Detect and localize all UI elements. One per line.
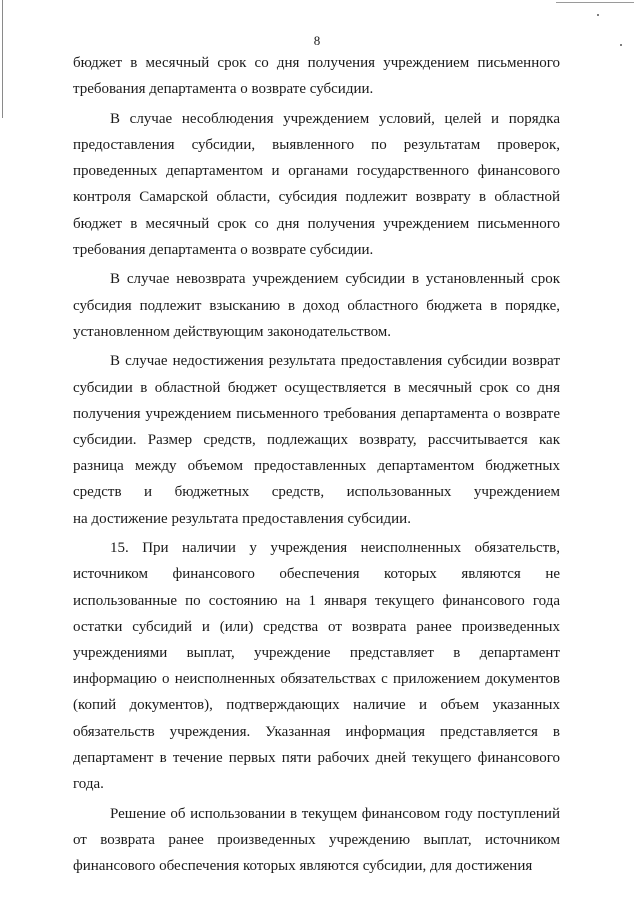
paragraph (73, 106, 560, 263)
text-line: 15. При наличии у учреждения неисполненных обязательств, (110, 540, 560, 557)
paragraph (73, 348, 560, 531)
text-line: финансового обеспечения которых являются субсидии, для достижения (73, 858, 533, 875)
text-line: (копий документов), подтверждающих наличие и объем указанных (73, 697, 560, 714)
text-line: информацию о неисполненных обязательствах с приложением документов (73, 671, 560, 688)
scan-speck (597, 14, 599, 16)
text-line: средств и бюджетных средств, использованных учреждением (73, 484, 560, 501)
text-line: обязательств учреждения. Указанная информация представляется в (73, 723, 560, 740)
text-line: В случае невозврата учреждением субсидии в установленный срок (110, 271, 560, 288)
scan-edge-top (556, 2, 634, 3)
text-line: требования департамента о возврате субсидии. (73, 81, 374, 98)
text-line: остатки субсидий и (или) средства от возврата ранее произведенных (73, 618, 560, 635)
text-line: субсидии. Размер средств, подлежащих возврату, рассчитывается как (73, 432, 560, 449)
text-line: учреждениями выплат, учреждение представляет в департамент (73, 645, 560, 662)
paragraph (73, 801, 560, 880)
text-line: источником финансового обеспечения которых являются не (73, 566, 560, 583)
paragraph (73, 535, 560, 797)
text-line: на достижение результата предоставления субсидии. (73, 510, 411, 527)
text-line: бюджет в месячный срок со дня получения учреждением письменного (73, 215, 560, 232)
text-line: контроля Самарской области, субсидия подлежит возврату в областной (73, 189, 560, 206)
text-line: использованные по состоянию на 1 января текущего финансового года (73, 592, 560, 609)
text-line: от возврата ранее произведенных учреждению выплат, источником (73, 831, 560, 848)
text-line: получения учреждением письменного требования департамента о возврате (73, 405, 560, 422)
text-line: года. (73, 776, 104, 793)
text-line: субсидии в областной бюджет осуществляется в месячный срок со дня (73, 379, 560, 396)
text-line: предоставления субсидии, выявленного по результатам проверок, (73, 137, 560, 153)
text-line: разница между объемом предоставленных департаментом бюджетных (73, 458, 560, 475)
text-line: проведенных департаментом и органами государственного финансового (73, 163, 560, 180)
text-line: Решение об использовании в текущем финансовом году поступлений (110, 805, 560, 822)
text-line: В случае недостижения результата предоставления субсидии возврат (110, 353, 560, 370)
text-line: департамент в течение первых пяти рабочих дней текущего финансового (73, 749, 560, 766)
text-line: требования департамента о возврате субсидии. (73, 241, 374, 258)
document-body (73, 50, 560, 883)
paragraph (73, 50, 560, 102)
page-number: 8 (313, 33, 321, 48)
scan-edge-left (2, 0, 3, 118)
text-line: бюджет в месячный срок со дня получения учреждением письменного (73, 55, 560, 71)
text-line: В случае несоблюдения учреждением условий, целей и порядка (110, 110, 560, 127)
text-line: установленном действующим законодательством. (73, 323, 392, 340)
text-line: субсидия подлежит взысканию в доход областного бюджета в порядке, (73, 297, 560, 314)
paragraph (73, 266, 560, 345)
